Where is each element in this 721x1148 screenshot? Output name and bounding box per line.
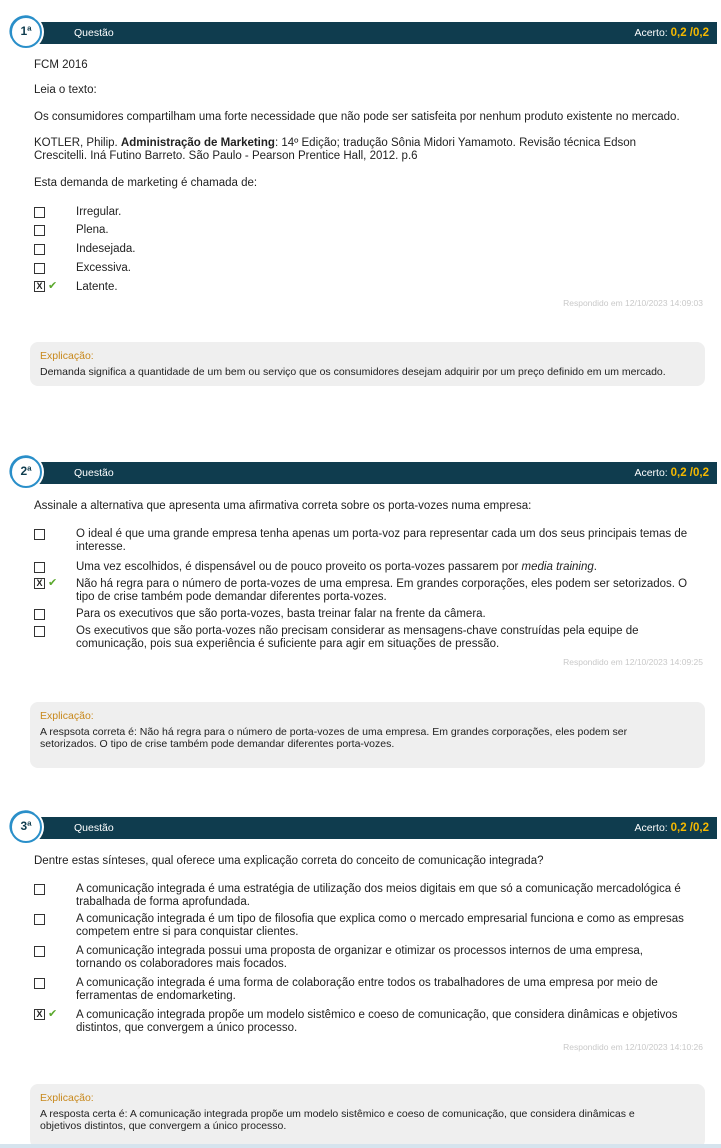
checkbox[interactable] xyxy=(34,562,45,573)
question-label: Questão xyxy=(74,27,114,39)
question-prompt: Esta demanda de marketing é chamada de: xyxy=(34,177,258,189)
check-icon: ✔ xyxy=(48,280,58,292)
explanation-text: A resposta certa é: A comunicação integrada propõe um modelo sistêmico e coeso de comunicação, que considera dinâmicas e objetivos distintos, que convergem a único processo. xyxy=(40,1108,635,1132)
explanation-title: Explicação: xyxy=(40,350,94,362)
question-reference: KOTLER, Philip. Administração de Marketing: 14º Edição; tradução Sônia Midori Yamamoto. Revisão técnica Edson xyxy=(34,137,637,149)
explanation-title: Explicação: xyxy=(40,710,94,722)
checkbox[interactable] xyxy=(34,978,45,989)
question-number-badge: 1ª xyxy=(10,16,42,48)
checkbox[interactable] xyxy=(34,946,45,957)
question-header xyxy=(16,22,717,44)
question-header xyxy=(16,817,717,839)
question-label: Questão xyxy=(74,822,114,834)
question-header xyxy=(16,462,717,484)
check-icon: ✔ xyxy=(48,577,58,589)
answered-timestamp: Respondido em 12/10/2023 14:10:26 xyxy=(563,1042,703,1052)
checkbox[interactable] xyxy=(34,529,45,540)
checkbox-checked[interactable]: X xyxy=(34,578,45,589)
score: Acerto: 0,2 /0,2 xyxy=(634,27,709,39)
checkbox[interactable] xyxy=(34,626,45,637)
score-value: 0,2 /0,2 xyxy=(670,27,709,39)
explanation-box xyxy=(30,702,705,768)
checkbox[interactable] xyxy=(34,207,45,218)
score-value: 0,2 /0,2 xyxy=(670,467,709,479)
question-quote: Os consumidores compartilham uma forte necessidade que não pode ser satisfeita por nenhum produto existente no mercado. xyxy=(34,111,680,123)
checkbox[interactable] xyxy=(34,263,45,274)
checkbox[interactable] xyxy=(34,609,45,620)
checkbox-checked[interactable]: X xyxy=(34,281,45,292)
question-source: FCM 2016 xyxy=(34,59,88,71)
checkbox-checked[interactable]: X xyxy=(34,1009,45,1020)
score-value: 0,2 /0,2 xyxy=(670,822,709,834)
answered-timestamp: Respondido em 12/10/2023 14:09:03 xyxy=(563,298,703,308)
question-prompt: Dentre estas sínteses, qual oferece uma explicação correta do conceito de comunicação integrada? xyxy=(34,855,544,867)
explanation-title: Explicação: xyxy=(40,1092,94,1104)
question-intro: Leia o texto: xyxy=(34,84,97,96)
checkbox[interactable] xyxy=(34,884,45,895)
bottom-scroll-edge xyxy=(0,1144,721,1148)
question-reference-line2: Crescitelli. Iná Futino Barreto. São Paulo - Pearson Prentice Hall, 2012. p.6 xyxy=(34,150,418,162)
explanation-box xyxy=(30,1084,705,1148)
answered-timestamp: Respondido em 12/10/2023 14:09:25 xyxy=(563,657,703,667)
question-number-badge: 2ª xyxy=(10,456,42,488)
explanation-box xyxy=(30,342,705,386)
question-number-badge: 3ª xyxy=(10,811,42,843)
question-label: Questão xyxy=(74,467,114,479)
checkbox[interactable] xyxy=(34,244,45,255)
explanation-text: Demanda significa a quantidade de um bem ou serviço que os consumidores desejam adquirir por um preço definido em um mercado. xyxy=(40,366,666,378)
explanation-text: A respsota correta é: Não há regra para o número de porta-vozes de uma empresa. Em grandes corporações, eles podem ser setorizados. O tipo de crise também pode demandar diferentes porta-vozes. xyxy=(40,726,628,750)
checkbox[interactable] xyxy=(34,914,45,925)
check-icon: ✔ xyxy=(48,1008,58,1020)
question-prompt: Assinale a alternativa que apresenta uma afirmativa correta sobre os porta-vozes numa empresa: xyxy=(34,500,532,512)
checkbox[interactable] xyxy=(34,225,45,236)
score: Acerto: 0,2 /0,2 xyxy=(634,467,709,479)
score: Acerto: 0,2 /0,2 xyxy=(634,822,709,834)
